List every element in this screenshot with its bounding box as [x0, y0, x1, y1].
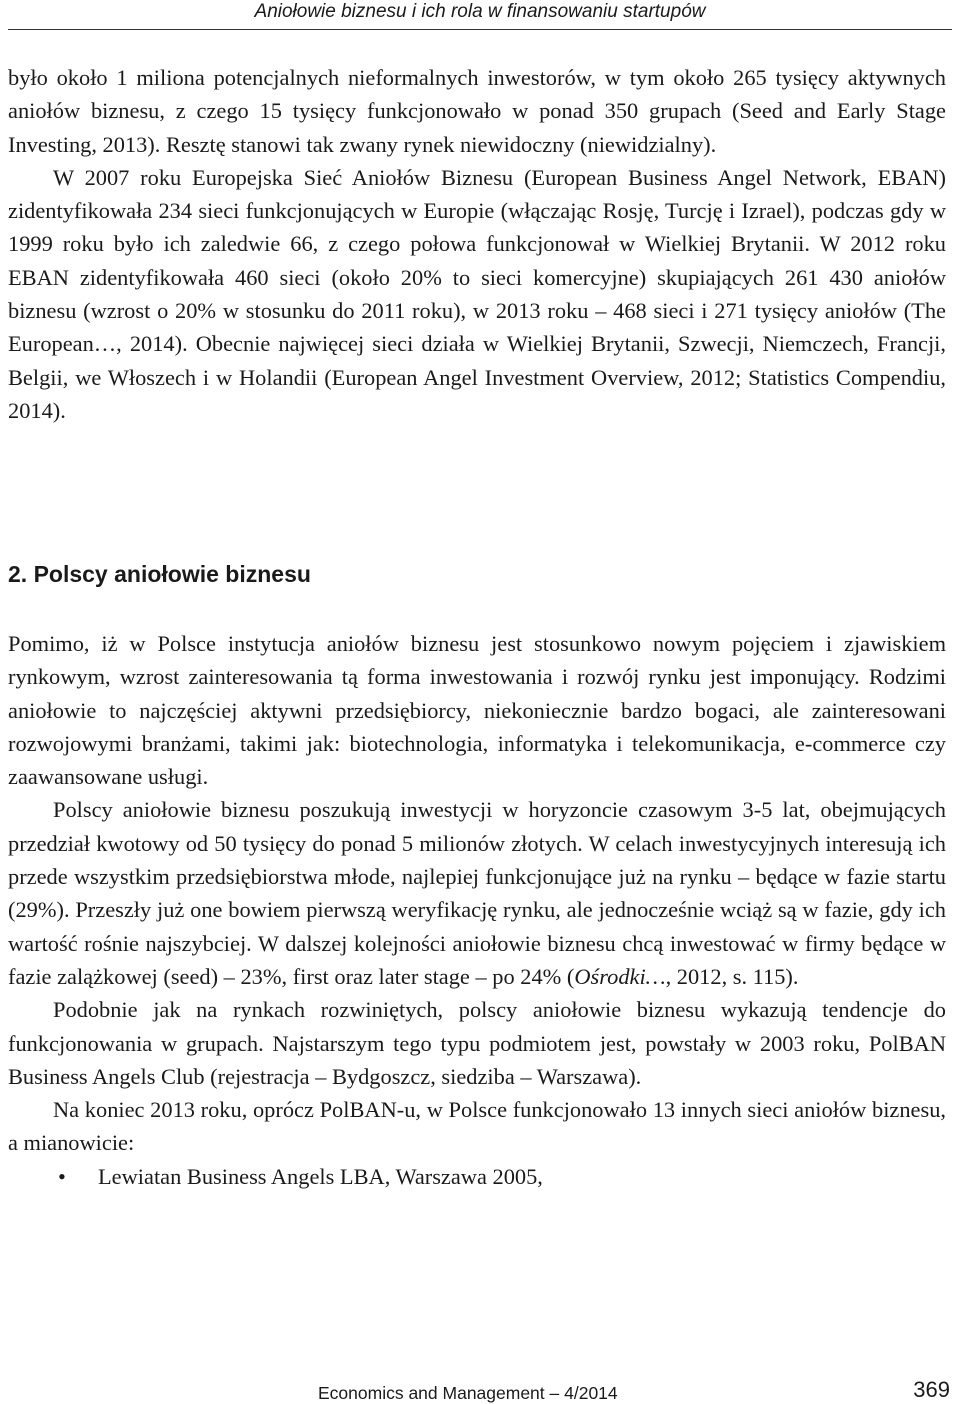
- running-head: [0, 0, 960, 24]
- header-rule: [8, 29, 952, 30]
- paragraph-investment-end: , 2012, s. 115).: [665, 963, 799, 989]
- list-item: [8, 1160, 946, 1193]
- section-heading: 2. Polscy aniołowie biznesu: [8, 561, 311, 587]
- text-block-top: [8, 61, 946, 427]
- list-item-text: Lewiatan Business Angels LBA, Warszawa 2005,: [98, 1163, 543, 1189]
- running-title: Aniołowie biznesu i ich rola w finansowaniu startupów: [254, 1, 706, 22]
- journal-info: Economics and Management – 4/2014: [318, 1383, 618, 1403]
- bullet-icon: •: [58, 1163, 66, 1189]
- page-number: 369: [913, 1377, 950, 1402]
- citation-italic: Ośrodki…: [574, 963, 666, 989]
- paragraph-groups: Podobnie jak na rynkach rozwiniętych, polscy aniołowie biznesu wykazują tendencje do funkcjonowania w grupach. Najstarszym tego typu podmiotem jest, powstały w 2003 roku, PolBAN Business Angels Club (rejestracja – Bydgoszcz, siedziba – Warszawa).: [8, 997, 946, 1089]
- paragraph-intro: Pomimo, iż w Polsce instytucja aniołów biznesu jest stosunkowo nowym pojęciem i zjawiskiem rynkowym, wzrost zainteresowania tą forma inwestowania i rozwój rynku jest imponujący. Rodzimi aniołowie to najczęściej aktywni przedsiębiorcy, niekoniecznie bardzo bogaci, ale zainteresowani rozwojowymi branżami, takimi jak: biotechnologia, informatyka i telekomunikacja, e-commerce czy zaawansowane usługi.: [8, 631, 946, 790]
- text-block-section: [8, 627, 946, 1193]
- paragraph-investment: [8, 793, 946, 993]
- paragraph-eban: W 2007 roku Europejska Sieć Aniołów Biznesu (European Business Angel Network, EBAN) zidentyfikowała 234 sieci funkcjonujących w Europie (włączając Rosję, Turcję i Izrael), podczas gdy w 1999 roku było ich zaledwie 66, z czego połowa funkcjonował w Wielkiej Brytanii. W 2012 roku EBAN zidentyfikowała 460 sieci (około 20% to sieci komercyjne) skupiających 261 430 aniołów biznesu (wzrost o 20% w stosunku do 2011 roku), w 2013 roku – 468 sieci i 271 tysięcy aniołów (The European…, 2014). Obecnie najwięcej sieci działa w Wielkiej Brytanii, Szwecji, Niemczech, Francji, Belgii, we Włoszech i w Holandii (European Angel Investment Overview, 2012; Statistics Compendiu, 2014).: [8, 164, 946, 423]
- paragraph-networks: Na koniec 2013 roku, oprócz PolBAN-u, w Polsce funkcjonowało 13 innych sieci aniołów biznesu, a mianowicie:: [8, 1097, 946, 1156]
- paragraph-continuation: było około 1 miliona potencjalnych nieformalnych inwestorów, w tym około 265 tysięcy aktywnych aniołów biznesu, z czego 15 tysięcy funkcjonowało w ponad 350 grupach (Seed and Early Stage Investing, 2013). Resztę stanowi tak zwany rynek niewidoczny (niewidzialny).: [8, 65, 946, 157]
- network-list: [8, 1160, 946, 1193]
- paragraph-investment-text: Polscy aniołowie biznesu poszukują inwestycji w horyzoncie czasowym 3-5 lat, obejmujących przedział kwotowy od 50 tysięcy do ponad 5 milionów złotych. W celach inwestycyjnych interesują ich przede wszystkim przedsiębiorstwa młode, najlepiej funkcjonujące już na rynku – będące w fazie startu (29%). Przeszły już one bowiem pierwszą weryfikację rynku, ale jednocześnie wciąż są w fazie, gdy ich wartość rośnie najszybciej. W dalszej kolejności aniołowie biznesu chcą inwestować w firmy będące w fazie zalążkowej (seed) – 23%, first oraz later stage – po 24% (: [8, 797, 946, 989]
